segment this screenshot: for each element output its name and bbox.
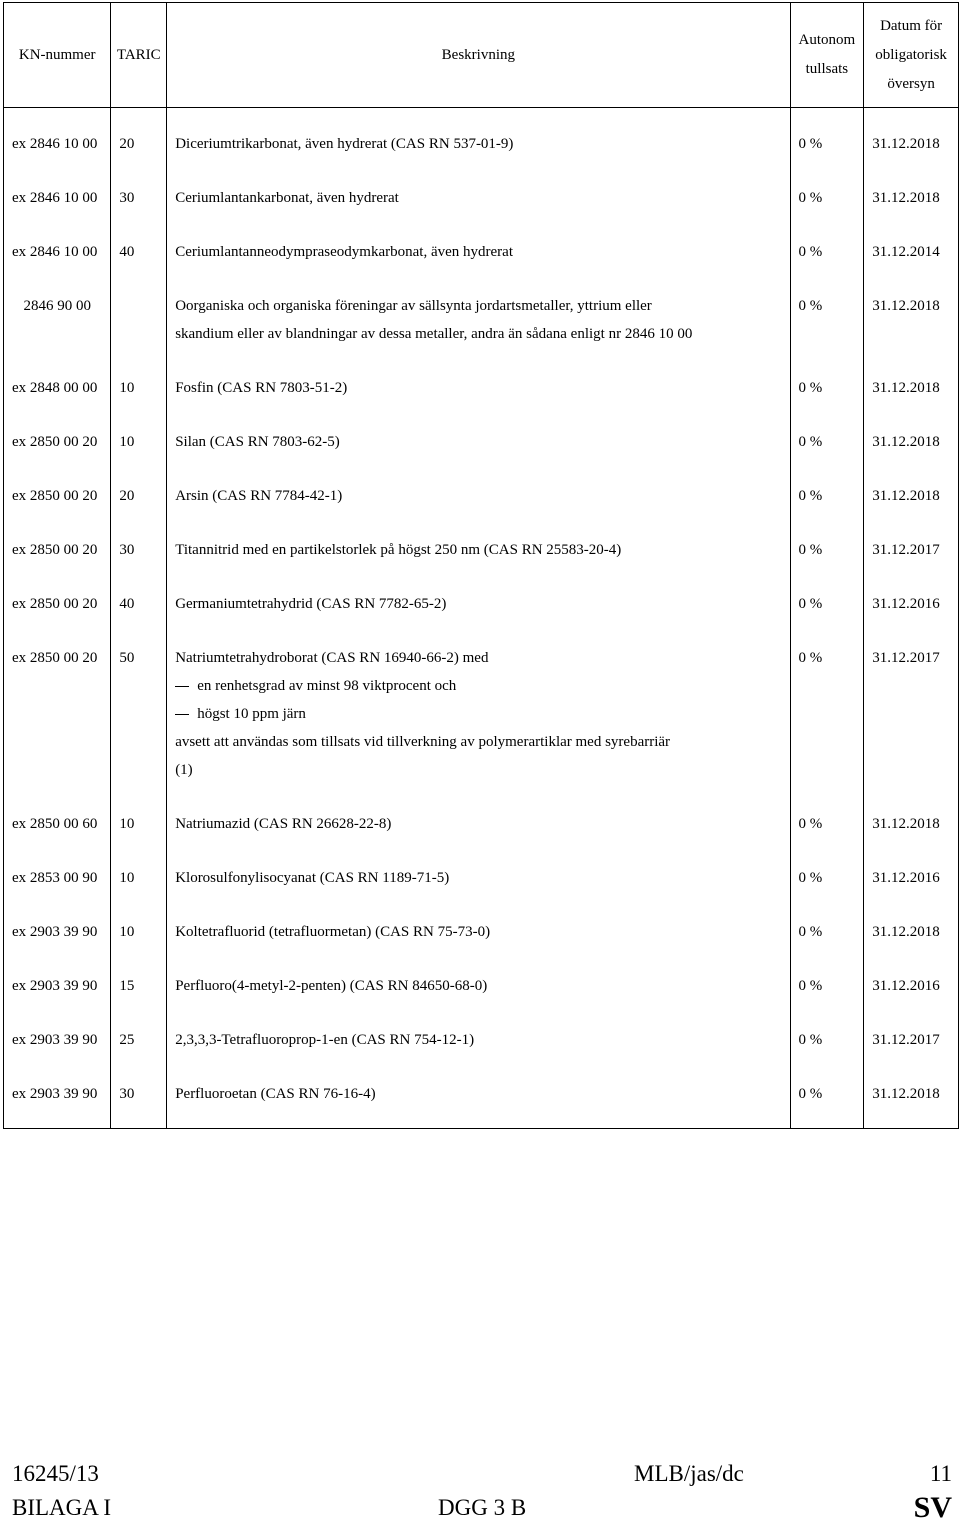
- dgg-label: DGG 3 B: [438, 1495, 527, 1520]
- cell-rate: 0 %: [790, 633, 864, 799]
- cell-desc: Perfluoro(4-metyl-2-penten) (CAS RN 84650-68-0): [167, 961, 790, 1015]
- cell-rate: 0 %: [790, 471, 864, 525]
- cell-kn: ex 2850 00 60: [4, 799, 111, 853]
- desc-line: högst 10 ppm järn: [197, 706, 306, 722]
- cell-kn: ex 2850 00 20: [4, 579, 111, 633]
- cell-desc: Arsin (CAS RN 7784-42-1): [167, 471, 790, 525]
- language-code: SV: [913, 1491, 952, 1524]
- table-row: [4, 579, 959, 633]
- cell-rate: 0 %: [790, 579, 864, 633]
- table-row: [4, 281, 959, 363]
- cell-desc: Titannitrid med en partikelstorlek på högst 250 nm (CAS RN 25583-20-4): [167, 525, 790, 579]
- cell-taric: 10: [111, 853, 167, 907]
- cell-taric: 10: [111, 799, 167, 853]
- header-rate-line2: tullsats: [805, 61, 849, 77]
- cell-date: 31.12.2018: [864, 281, 959, 363]
- em-dash-mark: [175, 686, 189, 687]
- cell-taric: 20: [111, 471, 167, 525]
- header-rate: [790, 3, 864, 108]
- cell-date: 31.12.2016: [864, 961, 959, 1015]
- cell-desc: Silan (CAS RN 7803-62-5): [167, 417, 790, 471]
- cell-rate: 0 %: [790, 363, 864, 417]
- cell-desc: 2,3,3,3-Tetrafluoroprop-1-en (CAS RN 754-12-1): [167, 1015, 790, 1069]
- cell-desc: Ceriumlantanneodympraseodymkarbonat, även hydrerat: [167, 227, 790, 281]
- cell-rate: 0 %: [790, 1069, 864, 1129]
- annex-label: BILAGA I: [12, 1495, 112, 1520]
- header-rate-line1: Autonom: [798, 32, 856, 48]
- cell-taric: 25: [111, 1015, 167, 1069]
- table-header-row: [4, 3, 959, 108]
- desc-line: en renhetsgrad av minst 98 viktprocent och: [197, 678, 457, 694]
- desc-line: Oorganiska och organiska föreningar av sällsynta jordartsmetaller, yttrium eller: [175, 298, 652, 314]
- cell-rate: 0 %: [790, 281, 864, 363]
- cell-desc: [167, 633, 790, 799]
- cell-date: 31.12.2016: [864, 853, 959, 907]
- cell-kn: ex 2903 39 90: [4, 907, 111, 961]
- cell-date: 31.12.2018: [864, 1069, 959, 1129]
- cell-kn: ex 2903 39 90: [4, 961, 111, 1015]
- cell-rate: 0 %: [790, 173, 864, 227]
- cell-date: 31.12.2017: [864, 525, 959, 579]
- cell-taric: 10: [111, 363, 167, 417]
- cell-date: 31.12.2017: [864, 633, 959, 799]
- cell-taric: [111, 281, 167, 363]
- cell-rate: 0 %: [790, 961, 864, 1015]
- table-row: [4, 799, 959, 853]
- cell-desc: Diceriumtrikarbonat, även hydrerat (CAS RN 537-01-9): [167, 108, 790, 174]
- cell-taric: 15: [111, 961, 167, 1015]
- header-kn: KN-nummer: [4, 3, 111, 108]
- page-footer: [12, 1461, 952, 1529]
- table-row: [4, 417, 959, 471]
- header-taric: TARIC: [111, 3, 167, 108]
- table-row: [4, 1015, 959, 1069]
- table-row: [4, 633, 959, 799]
- cell-kn: ex 2846 10 00: [4, 173, 111, 227]
- cell-taric: 30: [111, 173, 167, 227]
- cell-desc: Koltetrafluorid (tetrafluormetan) (CAS RN 75-73-0): [167, 907, 790, 961]
- table-row: [4, 173, 959, 227]
- page-number: 11: [929, 1461, 952, 1486]
- cell-kn: ex 2853 00 90: [4, 853, 111, 907]
- cell-desc: Klorosulfonylisocyanat (CAS RN 1189-71-5): [167, 853, 790, 907]
- cell-rate: 0 %: [790, 907, 864, 961]
- table-row: [4, 961, 959, 1015]
- header-date-line2: obligatorisk: [875, 46, 947, 63]
- table-row: [4, 108, 959, 174]
- cell-rate: 0 %: [790, 525, 864, 579]
- cell-kn: ex 2850 00 20: [4, 633, 111, 799]
- header-date: [864, 3, 959, 108]
- desc-indent-line: [175, 700, 789, 728]
- cell-date: 31.12.2018: [864, 907, 959, 961]
- desc-line: avsett att användas som tillsats vid tillverkning av polymerartiklar med syrebarriär: [175, 734, 671, 750]
- cell-taric: 40: [111, 227, 167, 281]
- cell-rate: 0 %: [790, 799, 864, 853]
- cell-date: 31.12.2018: [864, 799, 959, 853]
- table-row: [4, 363, 959, 417]
- cell-kn: ex 2903 39 90: [4, 1069, 111, 1129]
- cell-desc: Natriumazid (CAS RN 26628-22-8): [167, 799, 790, 853]
- doc-number: 16245/13: [12, 1461, 99, 1486]
- footer-row-2: [12, 1491, 952, 1529]
- cell-desc: Perfluoroetan (CAS RN 76-16-4): [167, 1069, 790, 1129]
- cell-rate: 0 %: [790, 417, 864, 471]
- cell-rate: 0 %: [790, 1015, 864, 1069]
- tariff-table: [3, 2, 959, 1129]
- cell-date: 31.12.2018: [864, 108, 959, 174]
- cell-taric: 30: [111, 1069, 167, 1129]
- cell-kn: ex 2848 00 00: [4, 363, 111, 417]
- cell-kn: ex 2850 00 20: [4, 417, 111, 471]
- cell-date: 31.12.2016: [864, 579, 959, 633]
- cell-date: 31.12.2018: [864, 363, 959, 417]
- header-description: Beskrivning: [167, 3, 790, 108]
- em-dash-mark: [175, 714, 189, 715]
- desc-line: skandium eller av blandningar av dessa metaller, andra än sådana enligt nr 2846 10 00: [175, 326, 693, 342]
- initials: MLB/jas/dc: [634, 1461, 744, 1486]
- cell-desc: Fosfin (CAS RN 7803-51-2): [167, 363, 790, 417]
- header-date-line1: Datum för: [880, 17, 943, 34]
- table-row: [4, 907, 959, 961]
- cell-taric: 40: [111, 579, 167, 633]
- cell-date: 31.12.2018: [864, 173, 959, 227]
- cell-taric: 50: [111, 633, 167, 799]
- header-date-line3: översyn: [887, 75, 935, 92]
- table-row: [4, 1069, 959, 1129]
- table-body: [4, 108, 959, 1129]
- cell-kn: ex 2846 10 00: [4, 227, 111, 281]
- cell-rate: 0 %: [790, 853, 864, 907]
- cell-kn: ex 2903 39 90: [4, 1015, 111, 1069]
- table-row: [4, 853, 959, 907]
- cell-date: 31.12.2014: [864, 227, 959, 281]
- cell-desc: [167, 281, 790, 363]
- table-row: [4, 227, 959, 281]
- table-row: [4, 525, 959, 579]
- table-row: [4, 471, 959, 525]
- cell-desc: Germaniumtetrahydrid (CAS RN 7782-65-2): [167, 579, 790, 633]
- desc-indent-line: [175, 672, 789, 700]
- cell-taric: 10: [111, 417, 167, 471]
- cell-taric: 30: [111, 525, 167, 579]
- cell-rate: 0 %: [790, 108, 864, 174]
- cell-desc: Ceriumlantankarbonat, även hydrerat: [167, 173, 790, 227]
- cell-taric: 10: [111, 907, 167, 961]
- footer-row-1: [12, 1461, 952, 1495]
- cell-date: 31.12.2018: [864, 471, 959, 525]
- cell-kn: [4, 281, 111, 363]
- cell-date: 31.12.2018: [864, 417, 959, 471]
- cell-kn: ex 2850 00 20: [4, 525, 111, 579]
- cell-kn: ex 2846 10 00: [4, 108, 111, 174]
- cell-kn-text: 2846 90 00: [23, 298, 91, 314]
- cell-taric: 20: [111, 108, 167, 174]
- cell-rate: 0 %: [790, 227, 864, 281]
- desc-line: Natriumtetrahydroborat (CAS RN 16940-66-2) med: [175, 650, 489, 666]
- cell-kn: ex 2850 00 20: [4, 471, 111, 525]
- desc-line: (1): [175, 762, 193, 778]
- cell-date: 31.12.2017: [864, 1015, 959, 1069]
